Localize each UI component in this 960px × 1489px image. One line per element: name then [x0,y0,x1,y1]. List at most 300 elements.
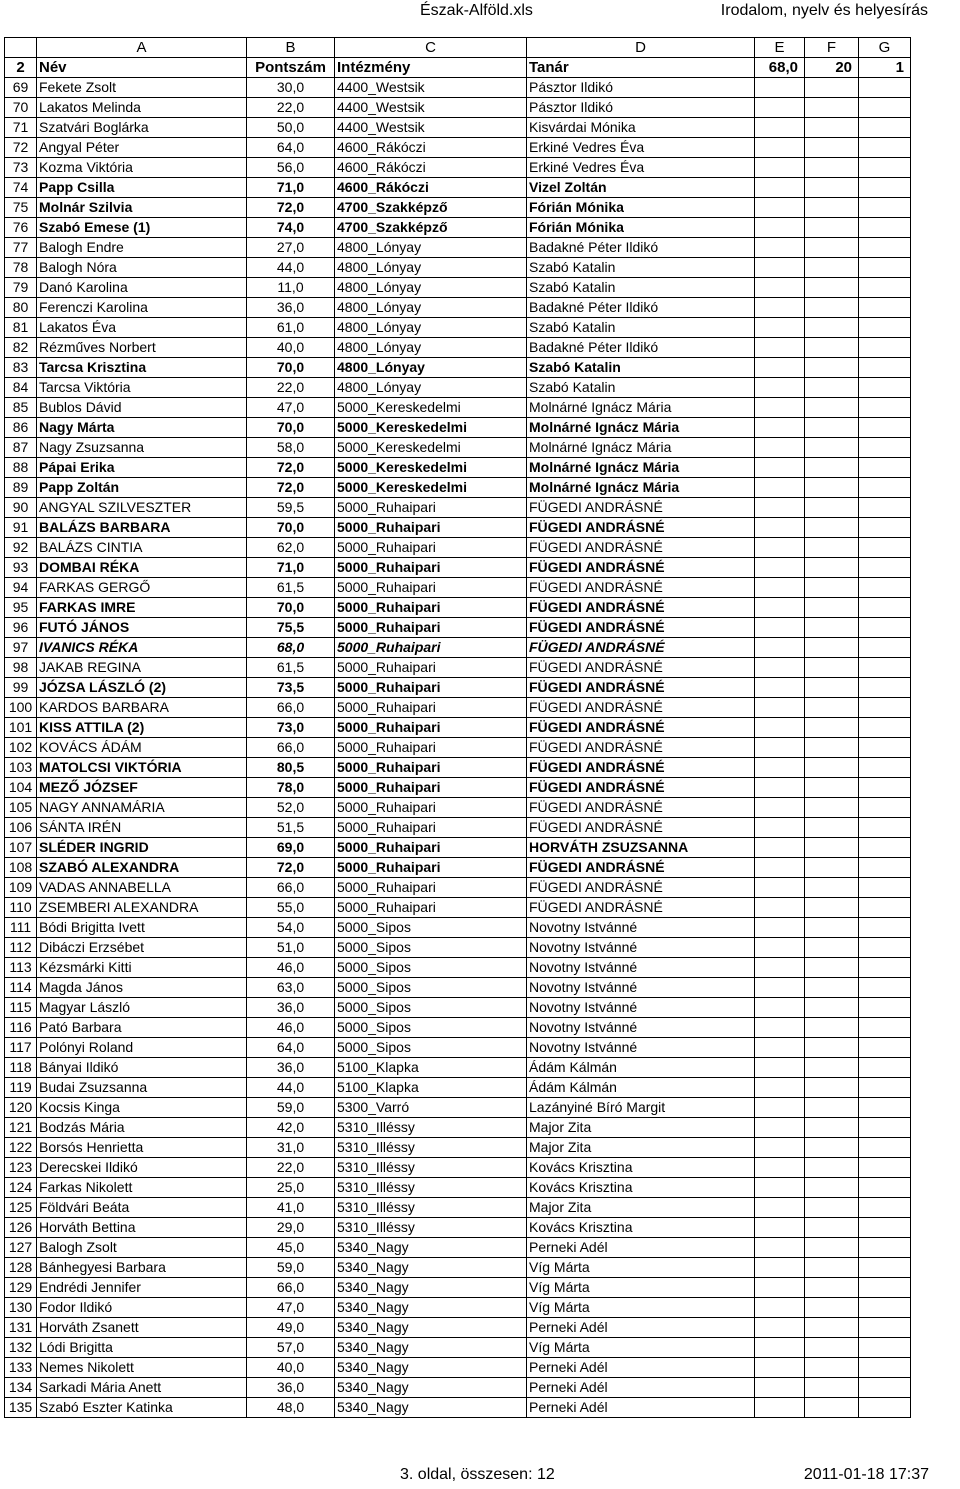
institution-cell[interactable]: 5000_Ruhaipari [335,898,527,918]
score-cell[interactable]: 75,5 [247,618,335,638]
row-number[interactable]: 122 [5,1138,37,1158]
empty-cell[interactable] [805,918,859,938]
score-cell[interactable]: 44,0 [247,1078,335,1098]
row-number[interactable]: 107 [5,838,37,858]
empty-cell[interactable] [859,158,911,178]
teacher-cell[interactable]: Ádám Kálmán [527,1078,755,1098]
empty-cell[interactable] [859,778,911,798]
empty-cell[interactable] [859,758,911,778]
empty-cell[interactable] [859,1338,911,1358]
teacher-cell[interactable]: Major Zita [527,1198,755,1218]
institution-cell[interactable]: 4800_Lónyay [335,298,527,318]
empty-cell[interactable] [859,138,911,158]
teacher-cell[interactable]: Erkiné Vedres Éva [527,138,755,158]
empty-cell[interactable] [805,1318,859,1338]
empty-cell[interactable] [805,1238,859,1258]
empty-cell[interactable] [805,1278,859,1298]
student-name-cell[interactable]: Polónyi Roland [37,1038,247,1058]
teacher-cell[interactable]: Szabó Katalin [527,378,755,398]
score-cell[interactable]: 40,0 [247,338,335,358]
score-cell[interactable]: 22,0 [247,1158,335,1178]
empty-cell[interactable] [755,1218,805,1238]
institution-cell[interactable]: 5000_Ruhaipari [335,798,527,818]
empty-cell[interactable] [859,78,911,98]
empty-cell[interactable] [805,98,859,118]
empty-cell[interactable] [805,1258,859,1278]
score-cell[interactable]: 22,0 [247,98,335,118]
empty-cell[interactable] [859,838,911,858]
empty-cell[interactable] [805,1198,859,1218]
empty-cell[interactable] [805,138,859,158]
row-number[interactable]: 94 [5,578,37,598]
empty-cell[interactable] [755,878,805,898]
student-name-cell[interactable]: Endrédi Jennifer [37,1278,247,1298]
empty-cell[interactable] [859,318,911,338]
empty-cell[interactable] [805,258,859,278]
empty-cell[interactable] [805,178,859,198]
row-number[interactable]: 79 [5,278,37,298]
row-number[interactable]: 82 [5,338,37,358]
empty-cell[interactable] [805,518,859,538]
empty-cell[interactable] [859,1398,911,1418]
row-number[interactable]: 120 [5,1098,37,1118]
student-name-cell[interactable]: Bányai Ildikó [37,1058,247,1078]
student-name-cell[interactable]: Szabó Emese (1) [37,218,247,238]
empty-cell[interactable] [755,678,805,698]
institution-cell[interactable]: 4600_Rákóczi [335,158,527,178]
empty-cell[interactable] [859,518,911,538]
column-letter[interactable]: B [247,38,335,58]
student-name-cell[interactable]: SZABÓ ALEXANDRA [37,858,247,878]
teacher-cell[interactable]: Molnárné Ignácz Mária [527,458,755,478]
empty-cell[interactable] [859,358,911,378]
institution-cell[interactable]: 5310_Illéssy [335,1218,527,1238]
student-name-cell[interactable]: Kocsis Kinga [37,1098,247,1118]
score-cell[interactable]: 73,0 [247,718,335,738]
teacher-cell[interactable]: FÜGEDI ANDRÁSNÉ [527,678,755,698]
teacher-cell[interactable]: HORVÁTH ZSUZSANNA [527,838,755,858]
empty-cell[interactable] [755,418,805,438]
institution-cell[interactable]: 5000_Ruhaipari [335,658,527,678]
row-number[interactable]: 93 [5,558,37,578]
institution-cell[interactable]: 5000_Ruhaipari [335,498,527,518]
empty-cell[interactable] [805,698,859,718]
institution-cell[interactable]: 4400_Westsik [335,118,527,138]
institution-cell[interactable]: 4800_Lónyay [335,258,527,278]
score-cell[interactable]: 40,0 [247,1358,335,1378]
teacher-cell[interactable]: FÜGEDI ANDRÁSNÉ [527,518,755,538]
student-name-cell[interactable]: SÁNTA IRÉN [37,818,247,838]
institution-cell[interactable]: 5000_Ruhaipari [335,758,527,778]
empty-cell[interactable] [755,198,805,218]
empty-cell[interactable] [859,718,911,738]
empty-cell[interactable] [755,1038,805,1058]
score-cell[interactable]: 72,0 [247,458,335,478]
row-number[interactable]: 128 [5,1258,37,1278]
row-number[interactable]: 110 [5,898,37,918]
empty-cell[interactable] [755,398,805,418]
teacher-cell[interactable]: FÜGEDI ANDRÁSNÉ [527,878,755,898]
institution-cell[interactable]: 5000_Sipos [335,1018,527,1038]
empty-cell[interactable] [755,938,805,958]
empty-cell[interactable] [805,498,859,518]
empty-cell[interactable] [805,818,859,838]
empty-cell[interactable] [755,538,805,558]
institution-cell[interactable]: 5310_Illéssy [335,1198,527,1218]
row-number[interactable]: 77 [5,238,37,258]
institution-cell[interactable]: 5000_Kereskedelmi [335,418,527,438]
empty-cell[interactable] [805,758,859,778]
row-number[interactable]: 91 [5,518,37,538]
score-cell[interactable]: 36,0 [247,1378,335,1398]
empty-cell[interactable] [805,438,859,458]
student-name-cell[interactable]: Kozma Viktória [37,158,247,178]
teacher-cell[interactable]: Major Zita [527,1138,755,1158]
column-letter[interactable]: E [755,38,805,58]
empty-cell[interactable] [859,638,911,658]
empty-cell[interactable] [859,538,911,558]
empty-cell[interactable] [859,1358,911,1378]
institution-cell[interactable]: 5000_Sipos [335,958,527,978]
row-number[interactable]: 115 [5,998,37,1018]
row-number[interactable]: 74 [5,178,37,198]
empty-cell[interactable] [805,358,859,378]
teacher-cell[interactable]: Víg Márta [527,1258,755,1278]
student-name-cell[interactable]: Derecskei Ildikó [37,1158,247,1178]
row-number[interactable]: 104 [5,778,37,798]
teacher-cell[interactable]: Pásztor Ildikó [527,78,755,98]
empty-cell[interactable] [805,458,859,478]
teacher-cell[interactable]: Víg Márta [527,1278,755,1298]
student-name-cell[interactable]: Rézműves Norbert [37,338,247,358]
student-name-cell[interactable]: Szabó Eszter Katinka [37,1398,247,1418]
empty-cell[interactable] [755,558,805,578]
empty-cell[interactable] [805,198,859,218]
empty-cell[interactable] [859,498,911,518]
institution-cell[interactable]: 5000_Ruhaipari [335,818,527,838]
teacher-cell[interactable]: Molnárné Ignácz Mária [527,418,755,438]
empty-cell[interactable] [859,1138,911,1158]
row-number[interactable]: 98 [5,658,37,678]
empty-cell[interactable] [755,998,805,1018]
row-number[interactable]: 125 [5,1198,37,1218]
teacher-cell[interactable]: Badakné Péter Ildikó [527,298,755,318]
row-number[interactable]: 96 [5,618,37,638]
empty-cell[interactable] [859,98,911,118]
empty-cell[interactable] [755,318,805,338]
teacher-cell[interactable]: FÜGEDI ANDRÁSNÉ [527,798,755,818]
institution-cell[interactable]: 5310_Illéssy [335,1138,527,1158]
empty-cell[interactable] [755,258,805,278]
student-name-cell[interactable]: IVANICS RÉKA [37,638,247,658]
score-cell[interactable]: 42,0 [247,1118,335,1138]
institution-cell[interactable]: 5340_Nagy [335,1338,527,1358]
empty-cell[interactable] [859,198,911,218]
institution-cell[interactable]: 4800_Lónyay [335,238,527,258]
row-number[interactable]: 114 [5,978,37,998]
score-cell[interactable]: 27,0 [247,238,335,258]
row-number[interactable]: 117 [5,1038,37,1058]
row-number[interactable]: 84 [5,378,37,398]
score-cell[interactable]: 46,0 [247,958,335,978]
score-cell[interactable]: 55,0 [247,898,335,918]
institution-cell[interactable]: 5000_Ruhaipari [335,578,527,598]
student-name-cell[interactable]: Pápai Erika [37,458,247,478]
empty-cell[interactable] [859,1118,911,1138]
empty-cell[interactable] [755,978,805,998]
student-name-cell[interactable]: Budai Zsuzsanna [37,1078,247,1098]
institution-cell[interactable]: 4800_Lónyay [335,338,527,358]
empty-cell[interactable] [755,1178,805,1198]
score-cell[interactable]: 69,0 [247,838,335,858]
student-name-cell[interactable]: Balogh Nóra [37,258,247,278]
student-name-cell[interactable]: Borsós Henrietta [37,1138,247,1158]
student-name-cell[interactable]: Fekete Zsolt [37,78,247,98]
teacher-cell[interactable]: FÜGEDI ANDRÁSNÉ [527,558,755,578]
score-cell[interactable]: 29,0 [247,1218,335,1238]
row-number[interactable]: 101 [5,718,37,738]
empty-cell[interactable] [755,718,805,738]
empty-cell[interactable] [859,478,911,498]
row-number[interactable]: 83 [5,358,37,378]
empty-cell[interactable] [755,1198,805,1218]
student-name-cell[interactable]: Szatvári Boglárka [37,118,247,138]
score-cell[interactable]: 66,0 [247,1278,335,1298]
empty-cell[interactable] [755,238,805,258]
teacher-cell[interactable]: Lazányiné Bíró Margit [527,1098,755,1118]
row-number[interactable]: 92 [5,538,37,558]
empty-cell[interactable] [805,858,859,878]
empty-cell[interactable] [859,998,911,1018]
teacher-cell[interactable]: Víg Márta [527,1298,755,1318]
student-name-cell[interactable]: Bublos Dávid [37,398,247,418]
empty-cell[interactable] [755,638,805,658]
row-number[interactable]: 102 [5,738,37,758]
student-name-cell[interactable]: Nagy Zsuzsanna [37,438,247,458]
empty-cell[interactable] [859,418,911,438]
empty-cell[interactable] [859,1258,911,1278]
teacher-cell[interactable]: FÜGEDI ANDRÁSNÉ [527,638,755,658]
student-name-cell[interactable]: Bánhegyesi Barbara [37,1258,247,1278]
student-name-cell[interactable]: Balogh Endre [37,238,247,258]
empty-cell[interactable] [805,678,859,698]
row-number[interactable]: 72 [5,138,37,158]
empty-cell[interactable] [755,1398,805,1418]
institution-cell[interactable]: 5000_Ruhaipari [335,638,527,658]
empty-cell[interactable] [755,958,805,978]
empty-cell[interactable] [805,998,859,1018]
row-number[interactable]: 76 [5,218,37,238]
empty-cell[interactable] [805,238,859,258]
column-letter[interactable]: A [37,38,247,58]
institution-cell[interactable]: 5000_Kereskedelmi [335,438,527,458]
row-number[interactable]: 97 [5,638,37,658]
empty-cell[interactable] [755,158,805,178]
empty-cell[interactable] [859,1078,911,1098]
empty-cell[interactable] [805,1138,859,1158]
empty-cell[interactable] [805,1038,859,1058]
empty-cell[interactable] [755,78,805,98]
empty-cell[interactable] [859,438,911,458]
empty-cell[interactable] [859,618,911,638]
empty-cell[interactable] [859,238,911,258]
empty-cell[interactable] [805,298,859,318]
score-cell[interactable]: 70,0 [247,518,335,538]
empty-cell[interactable] [755,778,805,798]
empty-cell[interactable] [755,838,805,858]
empty-cell[interactable] [805,218,859,238]
student-name-cell[interactable]: JÓZSA LÁSZLÓ (2) [37,678,247,698]
student-name-cell[interactable]: MEZŐ JÓZSEF [37,778,247,798]
score-cell[interactable]: 59,0 [247,1098,335,1118]
score-cell[interactable]: 57,0 [247,1338,335,1358]
empty-cell[interactable] [805,278,859,298]
institution-cell[interactable]: 5300_Varró [335,1098,527,1118]
institution-cell[interactable]: 5340_Nagy [335,1318,527,1338]
empty-cell[interactable] [859,1378,911,1398]
score-cell[interactable]: 59,5 [247,498,335,518]
score-cell[interactable]: 56,0 [247,158,335,178]
empty-cell[interactable] [859,218,911,238]
institution-cell[interactable]: 5000_Kereskedelmi [335,458,527,478]
empty-cell[interactable] [805,638,859,658]
teacher-cell[interactable]: Novotny Istvánné [527,1038,755,1058]
score-cell[interactable]: 47,0 [247,398,335,418]
score-cell[interactable]: 49,0 [247,1318,335,1338]
row-number[interactable]: 106 [5,818,37,838]
empty-cell[interactable] [755,438,805,458]
empty-cell[interactable] [805,718,859,738]
teacher-cell[interactable]: FÜGEDI ANDRÁSNÉ [527,898,755,918]
column-letter[interactable]: C [335,38,527,58]
empty-cell[interactable] [805,738,859,758]
empty-cell[interactable] [859,958,911,978]
student-name-cell[interactable]: Lakatos Melinda [37,98,247,118]
teacher-cell[interactable]: Fórián Mónika [527,198,755,218]
score-cell[interactable]: 46,0 [247,1018,335,1038]
empty-cell[interactable] [805,1018,859,1038]
teacher-cell[interactable]: FÜGEDI ANDRÁSNÉ [527,538,755,558]
institution-cell[interactable]: 4800_Lónyay [335,358,527,378]
teacher-cell[interactable]: Novotny Istvánné [527,978,755,998]
empty-cell[interactable] [805,938,859,958]
score-cell[interactable]: 62,0 [247,538,335,558]
row-number[interactable]: 75 [5,198,37,218]
empty-cell[interactable] [859,1238,911,1258]
teacher-cell[interactable]: Perneki Adél [527,1398,755,1418]
empty-cell[interactable] [805,1218,859,1238]
student-name-cell[interactable]: DOMBAI RÉKA [37,558,247,578]
empty-cell[interactable] [805,118,859,138]
teacher-cell[interactable]: Szabó Katalin [527,318,755,338]
student-name-cell[interactable]: Papp Csilla [37,178,247,198]
row-number[interactable]: 116 [5,1018,37,1038]
row-number[interactable]: 134 [5,1378,37,1398]
score-cell[interactable]: 36,0 [247,298,335,318]
empty-cell[interactable] [805,1058,859,1078]
row-number[interactable]: 131 [5,1318,37,1338]
student-name-cell[interactable]: Fodor Ildikó [37,1298,247,1318]
institution-cell[interactable]: 5000_Sipos [335,978,527,998]
teacher-cell[interactable]: FÜGEDI ANDRÁSNÉ [527,658,755,678]
empty-cell[interactable] [755,1158,805,1178]
student-name-cell[interactable]: JAKAB REGINA [37,658,247,678]
row-number[interactable]: 113 [5,958,37,978]
score-cell[interactable]: 63,0 [247,978,335,998]
empty-cell[interactable] [805,1078,859,1098]
empty-cell[interactable] [805,338,859,358]
score-cell[interactable]: 54,0 [247,918,335,938]
student-name-cell[interactable]: VADAS ANNABELLA [37,878,247,898]
empty-cell[interactable] [859,1058,911,1078]
institution-cell[interactable]: 5340_Nagy [335,1398,527,1418]
empty-cell[interactable] [755,1138,805,1158]
empty-cell[interactable] [859,798,911,818]
student-name-cell[interactable]: Magda János [37,978,247,998]
empty-cell[interactable] [755,1358,805,1378]
score-cell[interactable]: 51,0 [247,938,335,958]
row-number[interactable]: 80 [5,298,37,318]
empty-cell[interactable] [805,898,859,918]
empty-cell[interactable] [805,1298,859,1318]
score-cell[interactable]: 48,0 [247,1398,335,1418]
empty-cell[interactable] [755,458,805,478]
score-cell[interactable]: 61,5 [247,578,335,598]
score-cell[interactable]: 78,0 [247,778,335,798]
student-name-cell[interactable]: Nemes Nikolett [37,1358,247,1378]
teacher-cell[interactable]: Perneki Adél [527,1238,755,1258]
score-cell[interactable]: 36,0 [247,1058,335,1078]
score-cell[interactable]: 66,0 [247,878,335,898]
teacher-cell[interactable]: Badakné Péter Ildikó [527,238,755,258]
score-cell[interactable]: 80,5 [247,758,335,778]
institution-cell[interactable]: 4800_Lónyay [335,278,527,298]
institution-cell[interactable]: 5000_Ruhaipari [335,778,527,798]
empty-cell[interactable] [859,1158,911,1178]
row-number[interactable]: 85 [5,398,37,418]
empty-cell[interactable] [859,978,911,998]
row-number[interactable]: 69 [5,78,37,98]
empty-cell[interactable] [805,538,859,558]
student-name-cell[interactable]: FARKAS GERGŐ [37,578,247,598]
teacher-cell[interactable]: FÜGEDI ANDRÁSNÉ [527,698,755,718]
institution-cell[interactable]: 5000_Ruhaipari [335,718,527,738]
institution-cell[interactable]: 4700_Szakképző [335,198,527,218]
teacher-cell[interactable]: Novotny Istvánné [527,1018,755,1038]
empty-cell[interactable] [755,1258,805,1278]
empty-cell[interactable] [755,698,805,718]
empty-cell[interactable] [859,278,911,298]
empty-cell[interactable] [859,398,911,418]
row-number[interactable]: 135 [5,1398,37,1418]
row-number[interactable]: 100 [5,698,37,718]
empty-cell[interactable] [859,1278,911,1298]
empty-cell[interactable] [755,138,805,158]
student-name-cell[interactable]: BALÁZS BARBARA [37,518,247,538]
score-cell[interactable]: 74,0 [247,218,335,238]
score-cell[interactable]: 52,0 [247,798,335,818]
score-cell[interactable]: 22,0 [247,378,335,398]
empty-cell[interactable] [859,658,911,678]
teacher-cell[interactable]: FÜGEDI ANDRÁSNÉ [527,598,755,618]
empty-cell[interactable] [805,1098,859,1118]
teacher-cell[interactable]: Kovács Krisztina [527,1178,755,1198]
institution-cell[interactable]: 5000_Sipos [335,918,527,938]
institution-cell[interactable]: 5000_Ruhaipari [335,858,527,878]
student-name-cell[interactable]: Sarkadi Mária Anett [37,1378,247,1398]
institution-cell[interactable]: 5000_Sipos [335,938,527,958]
empty-cell[interactable] [805,378,859,398]
